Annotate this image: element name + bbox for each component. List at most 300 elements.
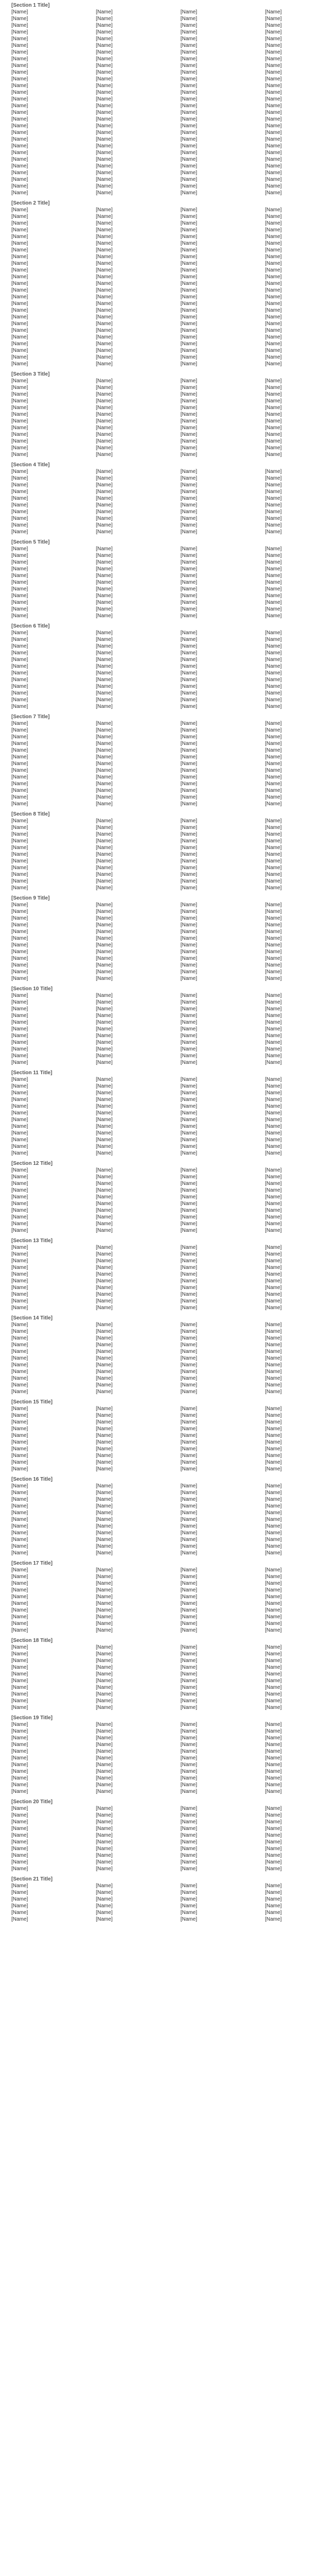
- name-entry: [Name]: [180, 1574, 197, 1580]
- name-entry: [Name]: [96, 412, 113, 417]
- name-entry: [Name]: [180, 872, 197, 877]
- name-entry: [Name]: [96, 516, 113, 521]
- name-entry: [Name]: [11, 341, 28, 347]
- name-entry: [Name]: [180, 214, 197, 219]
- name-entry: [Name]: [96, 274, 113, 280]
- name-entry: [Name]: [265, 354, 282, 360]
- name-entry: [Name]: [265, 1006, 282, 1012]
- name-entry: [Name]: [96, 1769, 113, 1774]
- name-entry: [Name]: [265, 613, 282, 619]
- name-entry: [Name]: [180, 177, 197, 182]
- name-entry: [Name]: [180, 1335, 197, 1341]
- name-entry: [Name]: [96, 1678, 113, 1684]
- name-entry: [Name]: [180, 704, 197, 709]
- name-entry: [Name]: [180, 993, 197, 998]
- name-entry: [Name]: [180, 137, 197, 142]
- name-entry: [Name]: [265, 1497, 282, 1502]
- name-entry: [Name]: [11, 234, 28, 240]
- name-entry: [Name]: [180, 334, 197, 340]
- name-entry: [Name]: [265, 482, 282, 488]
- name-entry: [Name]: [265, 670, 282, 676]
- name-entry: [Name]: [11, 445, 28, 451]
- name-entry: [Name]: [11, 123, 28, 129]
- name-entry: [Name]: [11, 348, 28, 353]
- name-entry: [Name]: [96, 949, 113, 955]
- name-entry: [Name]: [265, 1124, 282, 1129]
- name-entry: [Name]: [265, 1614, 282, 1620]
- name-entry: [Name]: [11, 1806, 28, 1811]
- name-entry: [Name]: [11, 643, 28, 649]
- name-entry: [Name]: [96, 1033, 113, 1039]
- name-entry: [Name]: [265, 392, 282, 397]
- name-entry: [Name]: [96, 1137, 113, 1143]
- name-entry: [Name]: [180, 1698, 197, 1704]
- list-section: [0, 1313, 330, 1397]
- name-entry: [Name]: [11, 1890, 28, 1895]
- name-entry: [Name]: [96, 227, 113, 233]
- name-entry: [Name]: [180, 130, 197, 135]
- name-entry: [Name]: [11, 214, 28, 219]
- name-entry: [Name]: [265, 1896, 282, 1902]
- name-entry: [Name]: [96, 1685, 113, 1690]
- name-entry: [Name]: [265, 1910, 282, 1916]
- name-entry: [Name]: [96, 1742, 113, 1748]
- name-entry: [Name]: [96, 150, 113, 156]
- name-entry: [Name]: [265, 768, 282, 773]
- name-entry: [Name]: [96, 1749, 113, 1754]
- name-entry: [Name]: [265, 1389, 282, 1395]
- name-entry: [Name]: [11, 1137, 28, 1143]
- name-entry: [Name]: [96, 405, 113, 411]
- name-entry: [Name]: [11, 949, 28, 955]
- name-entry: [Name]: [96, 1846, 113, 1852]
- name-entry: [Name]: [265, 1866, 282, 1872]
- name-entry: [Name]: [11, 1167, 28, 1173]
- name-entry: [Name]: [96, 838, 113, 844]
- name-entry: [Name]: [265, 1839, 282, 1845]
- name-entry: [Name]: [11, 1510, 28, 1516]
- name-entry: [Name]: [265, 1117, 282, 1123]
- name-entry: [Name]: [96, 1497, 113, 1502]
- name-entry: [Name]: [11, 606, 28, 612]
- name-entry: [Name]: [180, 163, 197, 169]
- name-entry: [Name]: [96, 1292, 113, 1297]
- name-entry: [Name]: [96, 502, 113, 508]
- name-entry: [Name]: [96, 267, 113, 273]
- name-entry: [Name]: [265, 385, 282, 391]
- name-entry: [Name]: [180, 1691, 197, 1697]
- name-entry: [Name]: [11, 452, 28, 457]
- name-entry: [Name]: [180, 529, 197, 535]
- name-entry: [Name]: [11, 832, 28, 837]
- name-entry: [Name]: [96, 1890, 113, 1895]
- name-entry: [Name]: [180, 1298, 197, 1304]
- name-entry: [Name]: [96, 1574, 113, 1580]
- list-section: [0, 1635, 330, 1713]
- name-entry: [Name]: [11, 801, 28, 807]
- name-entry: [Name]: [180, 606, 197, 612]
- name-entry: [Name]: [180, 1251, 197, 1257]
- name-entry: [Name]: [180, 1853, 197, 1858]
- name-entry: [Name]: [265, 845, 282, 851]
- name-entry: [Name]: [11, 727, 28, 733]
- name-entry: [Name]: [180, 922, 197, 928]
- name-entry: [Name]: [11, 1006, 28, 1012]
- name-entry: [Name]: [96, 852, 113, 857]
- name-entry: [Name]: [265, 697, 282, 703]
- section-heading: [Section 10 Title]: [11, 986, 53, 992]
- name-entry: [Name]: [265, 1376, 282, 1381]
- name-entry: [Name]: [265, 1819, 282, 1825]
- name-entry: [Name]: [96, 1194, 113, 1200]
- name-entry: [Name]: [96, 1735, 113, 1741]
- name-entry: [Name]: [96, 221, 113, 226]
- name-entry: [Name]: [180, 566, 197, 572]
- name-entry: [Name]: [265, 727, 282, 733]
- name-entry: [Name]: [96, 1728, 113, 1734]
- name-entry: [Name]: [265, 885, 282, 891]
- name-entry: [Name]: [265, 1833, 282, 1838]
- name-entry: [Name]: [96, 1322, 113, 1328]
- name-entry: [Name]: [265, 677, 282, 683]
- name-entry: [Name]: [265, 865, 282, 871]
- name-entry: [Name]: [180, 1208, 197, 1213]
- name-entry: [Name]: [180, 469, 197, 474]
- name-entry: [Name]: [180, 677, 197, 683]
- name-entry: [Name]: [180, 1433, 197, 1438]
- name-entry: [Name]: [11, 150, 28, 156]
- name-entry: [Name]: [265, 1322, 282, 1328]
- name-entry: [Name]: [265, 741, 282, 747]
- name-entry: [Name]: [180, 969, 197, 975]
- name-entry: [Name]: [265, 96, 282, 102]
- name-entry: [Name]: [96, 1819, 113, 1825]
- name-entry: [Name]: [96, 1789, 113, 1794]
- name-entry: [Name]: [11, 1060, 28, 1065]
- name-entry: [Name]: [11, 1671, 28, 1677]
- name-entry: [Name]: [11, 1433, 28, 1438]
- name-entry: [Name]: [180, 522, 197, 528]
- name-entry: [Name]: [96, 1917, 113, 1922]
- name-entry: [Name]: [96, 1691, 113, 1697]
- name-entry: [Name]: [180, 432, 197, 437]
- name-entry: [Name]: [265, 902, 282, 908]
- name-entry: [Name]: [11, 788, 28, 793]
- name-entry: [Name]: [96, 137, 113, 142]
- name-entry: [Name]: [11, 593, 28, 599]
- name-entry: [Name]: [96, 103, 113, 109]
- name-entry: [Name]: [180, 976, 197, 981]
- name-entry: [Name]: [96, 560, 113, 565]
- name-entry: [Name]: [265, 294, 282, 300]
- name-entry: [Name]: [96, 1389, 113, 1395]
- name-entry: [Name]: [96, 1046, 113, 1052]
- name-entry: [Name]: [180, 553, 197, 558]
- name-entry: [Name]: [265, 23, 282, 28]
- name-entry: [Name]: [11, 334, 28, 340]
- name-entry: [Name]: [96, 922, 113, 928]
- name-entry: [Name]: [96, 418, 113, 424]
- name-entry: [Name]: [180, 1490, 197, 1496]
- name-entry: [Name]: [96, 697, 113, 703]
- name-entry: [Name]: [180, 445, 197, 451]
- name-entry: [Name]: [265, 774, 282, 780]
- name-entry: [Name]: [180, 476, 197, 481]
- name-entry: [Name]: [11, 241, 28, 246]
- name-entry: [Name]: [11, 221, 28, 226]
- name-entry: [Name]: [180, 1413, 197, 1418]
- name-entry: [Name]: [265, 1517, 282, 1522]
- name-entry: [Name]: [96, 956, 113, 961]
- name-grid: [11, 992, 319, 1066]
- name-entry: [Name]: [180, 1782, 197, 1788]
- name-entry: [Name]: [180, 761, 197, 767]
- name-entry: [Name]: [180, 1376, 197, 1381]
- name-entry: [Name]: [96, 630, 113, 636]
- name-entry: [Name]: [11, 1413, 28, 1418]
- name-entry: [Name]: [265, 1853, 282, 1858]
- name-entry: [Name]: [180, 657, 197, 663]
- name-entry: [Name]: [180, 1006, 197, 1012]
- name-entry: [Name]: [96, 234, 113, 240]
- name-entry: [Name]: [11, 1517, 28, 1522]
- name-entry: [Name]: [96, 1144, 113, 1149]
- name-entry: [Name]: [180, 1245, 197, 1250]
- name-entry: [Name]: [180, 1053, 197, 1059]
- name-entry: [Name]: [96, 1812, 113, 1818]
- name-entry: [Name]: [180, 157, 197, 162]
- name-entry: [Name]: [265, 1369, 282, 1375]
- name-entry: [Name]: [265, 1382, 282, 1388]
- name-entry: [Name]: [96, 1355, 113, 1361]
- name-entry: [Name]: [11, 1292, 28, 1297]
- name-entry: [Name]: [180, 1775, 197, 1781]
- name-entry: [Name]: [180, 1181, 197, 1187]
- name-entry: [Name]: [11, 489, 28, 495]
- name-entry: [Name]: [265, 664, 282, 669]
- name-entry: [Name]: [11, 993, 28, 998]
- list-section: [0, 369, 330, 460]
- name-entry: [Name]: [265, 704, 282, 709]
- name-entry: [Name]: [180, 664, 197, 669]
- name-entry: [Name]: [180, 580, 197, 585]
- name-entry: [Name]: [11, 1839, 28, 1845]
- name-entry: [Name]: [180, 1735, 197, 1741]
- name-entry: [Name]: [96, 1077, 113, 1082]
- name-entry: [Name]: [265, 1214, 282, 1220]
- name-entry: [Name]: [96, 214, 113, 219]
- name-entry: [Name]: [11, 29, 28, 35]
- name-entry: [Name]: [11, 1285, 28, 1291]
- name-entry: [Name]: [96, 241, 113, 246]
- section-heading: [Section 20 Title]: [11, 1799, 53, 1805]
- name-entry: [Name]: [265, 684, 282, 689]
- name-entry: [Name]: [11, 1406, 28, 1412]
- name-entry: [Name]: [180, 1033, 197, 1039]
- name-entry: [Name]: [265, 241, 282, 246]
- name-entry: [Name]: [96, 566, 113, 572]
- name-entry: [Name]: [265, 657, 282, 663]
- name-entry: [Name]: [96, 452, 113, 457]
- section-heading: [Section 11 Title]: [11, 1070, 53, 1076]
- name-entry: [Name]: [96, 1376, 113, 1381]
- name-entry: [Name]: [265, 529, 282, 535]
- name-entry: [Name]: [11, 1490, 28, 1496]
- name-entry: [Name]: [11, 546, 28, 552]
- name-entry: [Name]: [180, 314, 197, 320]
- name-entry: [Name]: [180, 438, 197, 444]
- name-entry: [Name]: [96, 482, 113, 488]
- name-entry: [Name]: [180, 929, 197, 935]
- name-entry: [Name]: [265, 1265, 282, 1270]
- name-entry: [Name]: [180, 1110, 197, 1116]
- name-entry: [Name]: [265, 1349, 282, 1354]
- name-entry: [Name]: [265, 1621, 282, 1626]
- name-entry: [Name]: [11, 1742, 28, 1748]
- name-entry: [Name]: [96, 247, 113, 253]
- name-entry: [Name]: [265, 16, 282, 22]
- name-entry: [Name]: [11, 16, 28, 22]
- list-section: [0, 1474, 330, 1558]
- list-section: [0, 893, 330, 984]
- name-entry: [Name]: [180, 1567, 197, 1573]
- name-entry: [Name]: [96, 643, 113, 649]
- name-entry: [Name]: [96, 1523, 113, 1529]
- name-entry: [Name]: [96, 546, 113, 552]
- name-entry: [Name]: [11, 157, 28, 162]
- name-entry: [Name]: [11, 976, 28, 981]
- name-entry: [Name]: [265, 1769, 282, 1774]
- name-grid: [11, 1644, 319, 1711]
- name-entry: [Name]: [11, 378, 28, 384]
- name-entry: [Name]: [96, 489, 113, 495]
- name-entry: [Name]: [265, 1826, 282, 1832]
- name-entry: [Name]: [265, 1137, 282, 1143]
- name-entry: [Name]: [265, 1607, 282, 1613]
- name-entry: [Name]: [265, 546, 282, 552]
- name-entry: [Name]: [180, 1483, 197, 1489]
- name-entry: [Name]: [265, 1406, 282, 1412]
- name-entry: [Name]: [11, 1221, 28, 1227]
- name-entry: [Name]: [11, 1896, 28, 1902]
- name-entry: [Name]: [11, 1645, 28, 1650]
- name-entry: [Name]: [11, 566, 28, 572]
- name-entry: [Name]: [11, 684, 28, 689]
- name-entry: [Name]: [265, 916, 282, 921]
- name-entry: [Name]: [96, 432, 113, 437]
- name-entry: [Name]: [265, 956, 282, 961]
- name-entry: [Name]: [11, 721, 28, 726]
- list-section: [0, 1797, 330, 1874]
- name-entry: [Name]: [11, 573, 28, 579]
- name-entry: [Name]: [265, 1530, 282, 1536]
- name-entry: [Name]: [180, 1285, 197, 1291]
- name-entry: [Name]: [265, 1298, 282, 1304]
- name-entry: [Name]: [96, 70, 113, 75]
- name-entry: [Name]: [265, 516, 282, 521]
- name-entry: [Name]: [96, 885, 113, 891]
- name-entry: [Name]: [11, 1917, 28, 1922]
- name-entry: [Name]: [96, 586, 113, 592]
- name-entry: [Name]: [96, 1782, 113, 1788]
- name-entry: [Name]: [265, 1060, 282, 1065]
- name-entry: [Name]: [180, 43, 197, 48]
- name-entry: [Name]: [11, 1053, 28, 1059]
- name-entry: [Name]: [96, 637, 113, 642]
- name-entry: [Name]: [11, 1523, 28, 1529]
- name-entry: [Name]: [11, 781, 28, 787]
- name-entry: [Name]: [180, 1117, 197, 1123]
- name-entry: [Name]: [11, 274, 28, 280]
- name-entry: [Name]: [265, 425, 282, 431]
- name-entry: [Name]: [96, 90, 113, 95]
- name-entry: [Name]: [96, 794, 113, 800]
- name-entry: [Name]: [180, 1742, 197, 1748]
- name-entry: [Name]: [11, 163, 28, 169]
- name-entry: [Name]: [265, 1678, 282, 1684]
- name-entry: [Name]: [96, 993, 113, 998]
- name-entry: [Name]: [96, 1628, 113, 1633]
- name-entry: [Name]: [11, 1040, 28, 1045]
- name-entry: [Name]: [96, 704, 113, 709]
- name-entry: [Name]: [180, 1349, 197, 1354]
- name-entry: [Name]: [96, 1188, 113, 1193]
- name-entry: [Name]: [96, 1581, 113, 1586]
- name-entry: [Name]: [11, 1665, 28, 1670]
- name-entry: [Name]: [11, 1439, 28, 1445]
- name-entry: [Name]: [11, 170, 28, 176]
- name-entry: [Name]: [11, 1621, 28, 1626]
- name-entry: [Name]: [96, 573, 113, 579]
- name-entry: [Name]: [265, 452, 282, 457]
- name-entry: [Name]: [96, 1762, 113, 1768]
- name-entry: [Name]: [11, 247, 28, 253]
- name-entry: [Name]: [96, 1298, 113, 1304]
- name-entry: [Name]: [11, 1537, 28, 1543]
- name-entry: [Name]: [180, 1466, 197, 1472]
- name-entry: [Name]: [11, 600, 28, 605]
- name-entry: [Name]: [96, 1433, 113, 1438]
- section-heading: [Section 9 Title]: [11, 895, 50, 901]
- name-entry: [Name]: [265, 825, 282, 831]
- name-entry: [Name]: [180, 858, 197, 864]
- name-entry: [Name]: [180, 489, 197, 495]
- name-entry: [Name]: [11, 1883, 28, 1889]
- list-section: [0, 1067, 330, 1158]
- name-entry: [Name]: [11, 704, 28, 709]
- name-entry: [Name]: [265, 1917, 282, 1922]
- name-entry: [Name]: [96, 1228, 113, 1233]
- name-entry: [Name]: [180, 261, 197, 266]
- name-entry: [Name]: [265, 1046, 282, 1052]
- name-entry: [Name]: [96, 522, 113, 528]
- name-entry: [Name]: [11, 878, 28, 884]
- name-entry: [Name]: [180, 1083, 197, 1089]
- section-heading: [Section 1 Title]: [11, 3, 50, 8]
- name-entry: [Name]: [180, 70, 197, 75]
- name-entry: [Name]: [96, 677, 113, 683]
- name-entry: [Name]: [180, 1833, 197, 1838]
- name-entry: [Name]: [265, 1130, 282, 1136]
- name-entry: [Name]: [180, 748, 197, 753]
- name-entry: [Name]: [180, 1903, 197, 1909]
- name-entry: [Name]: [11, 1453, 28, 1459]
- name-entry: [Name]: [265, 748, 282, 753]
- name-entry: [Name]: [265, 49, 282, 55]
- name-entry: [Name]: [96, 123, 113, 129]
- name-entry: [Name]: [11, 1460, 28, 1465]
- name-entry: [Name]: [96, 832, 113, 837]
